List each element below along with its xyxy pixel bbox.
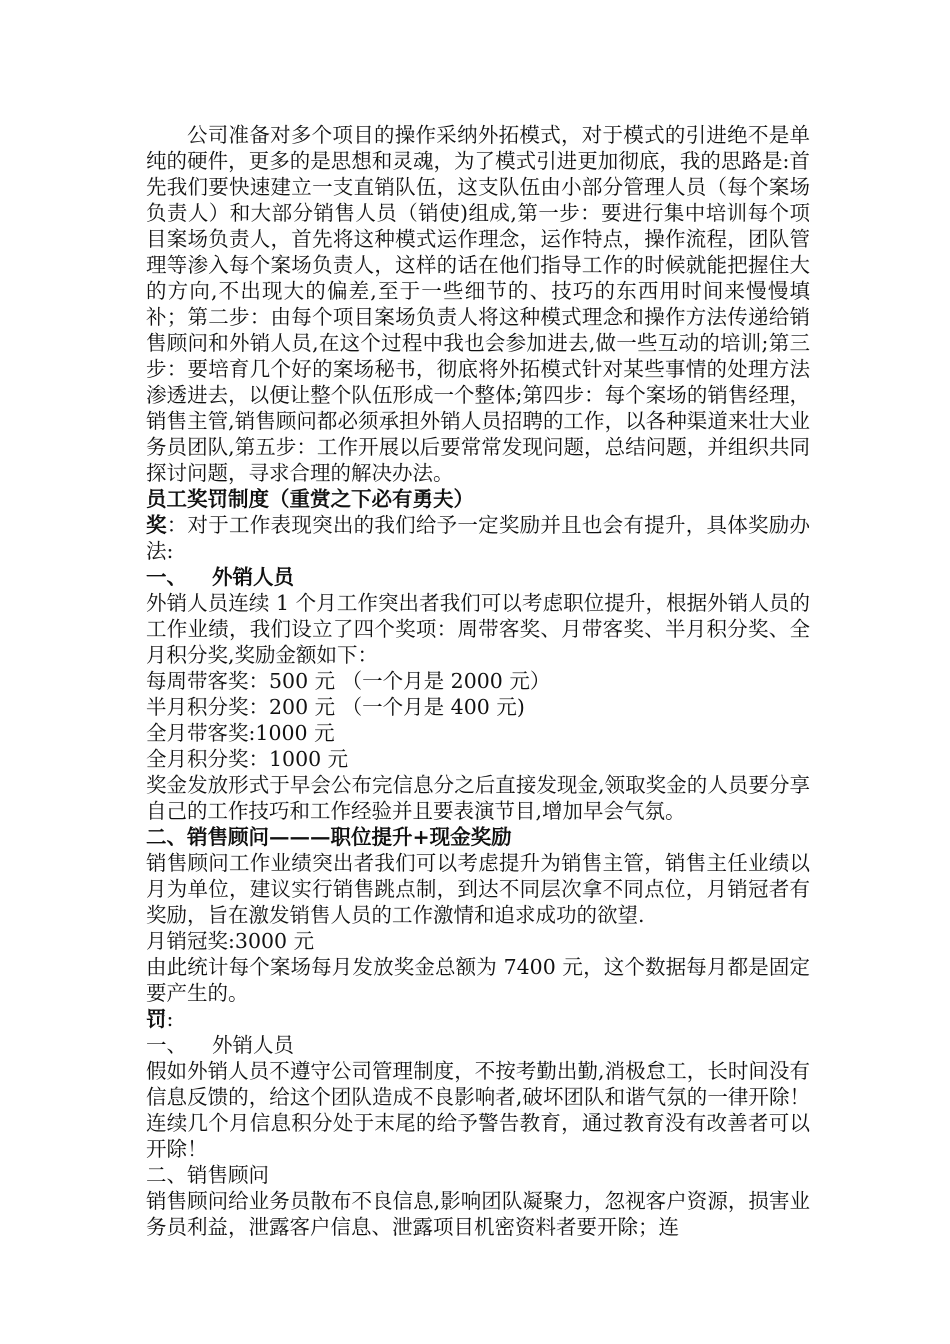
reward-item-monthly-client: 全月带客奖:1000 元 xyxy=(146,721,335,745)
reward-item-weekly: 每周带客奖：500 元 （一个月是 2000 元） xyxy=(146,669,551,693)
reward-part2-heading xyxy=(146,824,810,850)
section-title: 员工奖罚制度（重赏之下必有勇夫） xyxy=(146,487,474,511)
penalty-heading xyxy=(146,1006,810,1032)
reward-part2-num: 二、 xyxy=(146,825,187,849)
penalty-part1-title: 外销人员 xyxy=(212,1033,294,1057)
penalty-colon: : xyxy=(166,1007,174,1031)
reward-part2-item: 月销冠奖:3000 元 xyxy=(146,929,315,953)
penalty-part1-num: 一、 xyxy=(146,1033,187,1057)
reward-label: 奖 xyxy=(146,513,167,537)
penalty-part2-heading: 二、销售顾问 xyxy=(146,1163,269,1187)
reward-part1-desc: 外销人员连续 1 个月工作突出者我们可以考虑职位提升，根据外销人员的工作业绩，我们设立了四个奖项：周带客奖、月带客奖、半月积分奖、全月积分奖,奖励金额如下： xyxy=(146,591,810,667)
reward-part1-note: 奖金发放形式于早会公布完信息分之后直接发现金,领取奖金的人员要分享自己的工作技巧和工作经验并且要表演节目,增加早会气氛。 xyxy=(146,773,810,823)
intro-paragraph: 公司准备对多个项目的操作采纳外拓模式，对于模式的引进绝不是单纯的硬件，更多的是思想和灵魂，为了模式引进更加彻底，我的思路是:首先我们要快速建立一支直销队伍，这支队伍由小部分管理人员（每个案场负责人）和大部分销售人员（销使)组成,第一步：要进行集中培训每个项目案场负责人，首先将这种模式运作理念，运作特点，操作流程，团队管理等渗入每个案场负责人，这样的话在他们指导工作的时候就能把握住大的方向,不出现大的偏差,至于一些细节的、技巧的东西用时间来慢慢填补；第二步：由每个项目案场负责人将这种模式理念和操作方法传递给销售顾问和外销人员,在这个过程中我也会参加进去,做一些互动的培训;第三步：要培育几个好的案场秘书，彻底将外拓模式针对某些事情的处理方法渗透进去，以便让整个队伍形成一个整体;第四步：每个案场的销售经理，销售主管,销售顾问都必须承担外销人员招聘的工作，以各种渠道来壮大业务员团队,第五步：工作开展以后要常常发现问题，总结问题，并组织共同探讨问题，寻求合理的解决办法。 xyxy=(146,123,810,485)
reward-summary: 由此统计每个案场每月发放奖金总额为 7400 元，这个数据每月都是固定要产生的。 xyxy=(146,955,810,1005)
penalty-part2-desc: 销售顾问给业务员散布不良信息,影响团队凝聚力，忽视客户资源，损害业务员利益，泄露客户信息、泄露项目机密资料者要开除；连 xyxy=(146,1189,810,1239)
penalty-part1-heading xyxy=(146,1032,810,1058)
document-page xyxy=(146,122,810,1240)
penalty-part1-desc: 假如外销人员不遵守公司管理制度，不按考勤出勤,消极怠工，长时间没有信息反馈的，给这个团队造成不良影响者,破坏团队和谐气氛的一律开除！连续几个月信息积分处于末尾的给予警告教育，通过教育没有改善者可以开除！ xyxy=(146,1059,810,1161)
reward-part1-title: 外销人员 xyxy=(212,565,294,589)
reward-item-halfmonth: 半月积分奖：200 元 （一个月是 400 元) xyxy=(146,695,525,719)
reward-part2-title: 销售顾问———职位提升+现金奖励 xyxy=(187,825,512,849)
reward-item-monthly-points: 全月积分奖：1000 元 xyxy=(146,747,349,771)
reward-part2-desc: 销售顾问工作业绩突出者我们可以考虑提升为销售主管，销售主任业绩以月为单位，建议实行销售跳点制，到达不同层次拿不同点位，月销冠者有奖励，旨在激发销售人员的工作激情和追求成功的欲望. xyxy=(146,851,810,927)
reward-part1-num: 一、 xyxy=(146,565,187,589)
penalty-label: 罚 xyxy=(146,1007,167,1031)
reward-intro-text: ：对于工作表现突出的我们给予一定奖励并且也会有提升，具体奖励办法: xyxy=(146,513,811,563)
reward-part1-heading xyxy=(146,564,810,590)
reward-intro xyxy=(146,512,810,564)
